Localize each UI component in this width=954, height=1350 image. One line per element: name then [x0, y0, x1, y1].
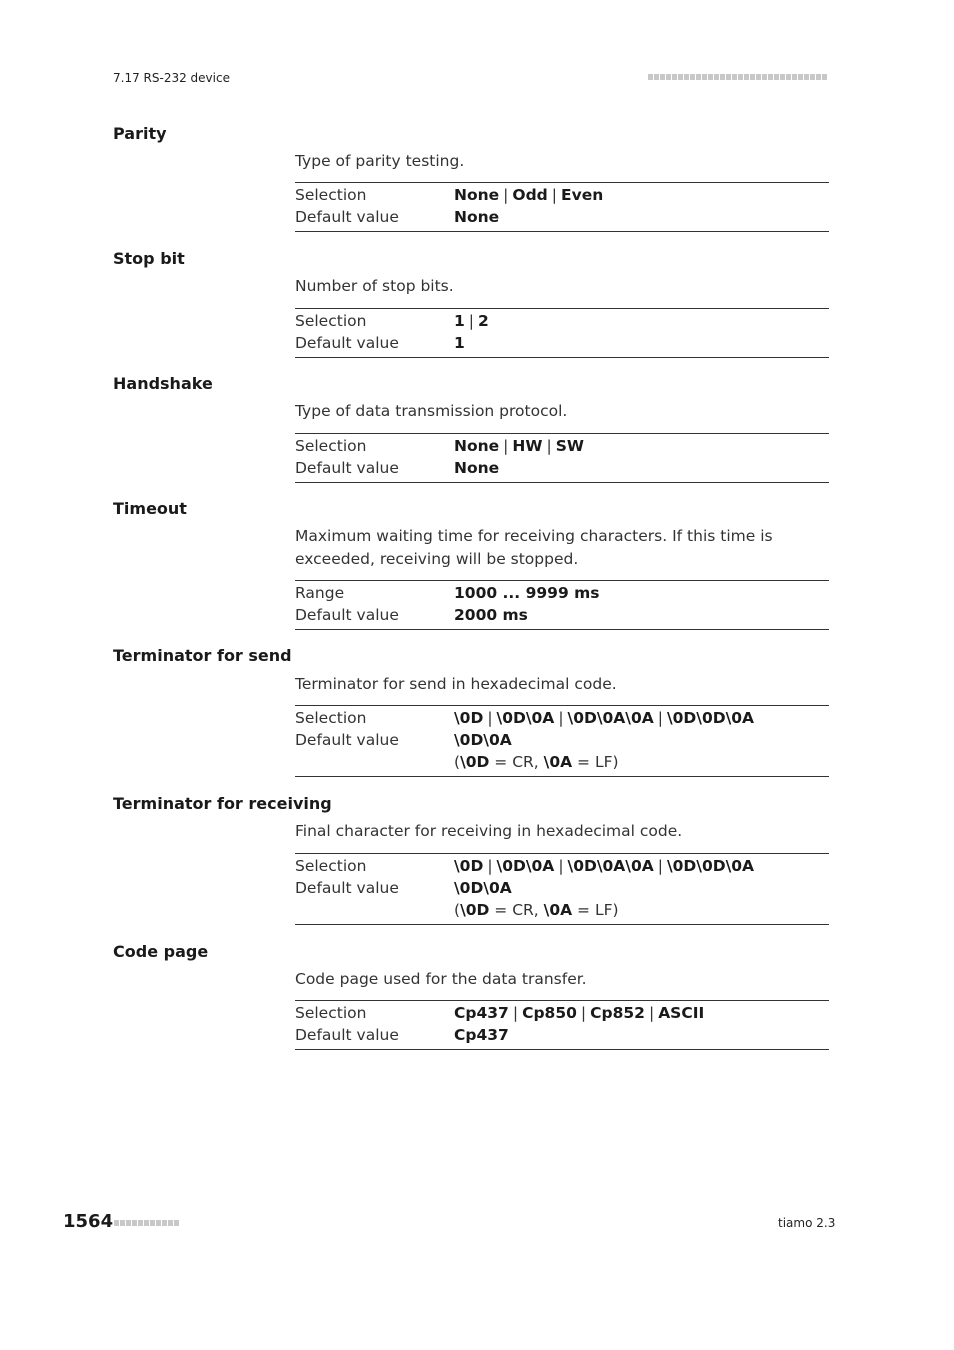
parameter-value — [454, 310, 489, 332]
parameter-value — [454, 435, 584, 457]
section-title: Terminator for send — [113, 646, 292, 665]
decor-square — [714, 74, 719, 80]
option-separator: | — [580, 1004, 587, 1022]
decor-square — [132, 1220, 137, 1226]
parameter-value — [454, 184, 603, 206]
parameter-row — [295, 457, 829, 479]
option-value: \0D\0A — [496, 709, 555, 727]
section-description: Number of stop bits. — [295, 277, 454, 295]
decor-square — [684, 74, 689, 80]
section-description: Type of parity testing. — [295, 152, 465, 170]
parameter-label: Default value — [295, 459, 399, 477]
parameter-table — [295, 308, 829, 358]
decor-square — [120, 1220, 125, 1226]
option-value: Cp437 — [454, 1026, 509, 1044]
parameter-value — [454, 855, 754, 877]
section-description: Terminator for send in hexadecimal code. — [295, 675, 617, 693]
legend-part: \0A — [543, 753, 573, 771]
terminator-legend — [454, 751, 619, 773]
parameter-label: Default value — [295, 334, 399, 352]
option-value: Odd — [512, 186, 548, 204]
parameter-value — [454, 1002, 704, 1024]
parameter-table — [295, 580, 829, 630]
parameter-label: Selection — [295, 312, 367, 330]
section-title: Timeout — [113, 499, 187, 518]
empty-label — [295, 751, 454, 773]
option-value: None — [454, 437, 500, 455]
legend-part: ( — [454, 753, 461, 771]
option-separator: | — [558, 709, 564, 727]
decor-square — [768, 74, 773, 80]
section-title: Stop bit — [113, 249, 185, 268]
parameter-row — [295, 332, 829, 354]
parameter-label: Range — [295, 584, 345, 602]
decor-square — [804, 74, 809, 80]
option-value: None — [454, 208, 500, 226]
parameter-table — [295, 1000, 829, 1050]
option-value: Cp852 — [590, 1004, 645, 1022]
empty-label — [295, 899, 454, 921]
parameter-row — [295, 604, 829, 626]
option-separator: | — [487, 709, 493, 727]
option-value: Cp850 — [522, 1004, 577, 1022]
legend-part: = CR, — [489, 753, 544, 771]
decor-square — [822, 74, 827, 80]
option-separator: | — [487, 857, 493, 875]
option-value: 1 — [454, 312, 465, 330]
decor-square — [690, 74, 695, 80]
parameter-label: Default value — [295, 606, 399, 624]
option-separator: | — [512, 1004, 519, 1022]
parameter-table — [295, 705, 829, 777]
decor-square — [702, 74, 707, 80]
decor-square — [174, 1220, 179, 1226]
parameter-label: Selection — [295, 437, 367, 455]
parameter-note-row — [295, 899, 829, 921]
legend-part: \0D — [460, 901, 490, 919]
section-title: Code page — [113, 942, 209, 961]
parameter-label: Default value — [295, 1026, 399, 1044]
option-value: None — [454, 459, 500, 477]
page-number: 1564 — [63, 1211, 114, 1232]
option-separator: | — [558, 857, 564, 875]
parameter-label: Selection — [295, 709, 367, 727]
option-value: ASCII — [658, 1004, 705, 1022]
legend-part: \0D — [460, 753, 490, 771]
terminator-legend — [454, 899, 619, 921]
decor-square — [744, 74, 749, 80]
decor-square — [786, 74, 791, 80]
option-value: \0D\0A\0A — [567, 709, 654, 727]
decor-square — [660, 74, 665, 80]
parameter-label: Selection — [295, 186, 367, 204]
decor-square — [750, 74, 755, 80]
option-separator: | — [503, 437, 509, 455]
parameter-label: Default value — [295, 731, 399, 749]
decor-square — [672, 74, 677, 80]
section-description: Maximum waiting time for receiving characters. If this time is exceeded, receiving will be stopped. — [295, 527, 773, 568]
parameter-row — [295, 310, 829, 332]
decor-square — [678, 74, 683, 80]
option-value: \0D\0A\0A — [567, 857, 654, 875]
legend-part: \0A — [543, 901, 573, 919]
decor-square — [156, 1220, 161, 1226]
option-value: 1000 ... 9999 ms — [454, 584, 600, 602]
decor-square — [810, 74, 815, 80]
decor-square — [162, 1220, 167, 1226]
decor-square — [144, 1220, 149, 1226]
parameter-label: Default value — [295, 208, 399, 226]
parameter-label: Selection — [295, 1004, 367, 1022]
parameter-row — [295, 707, 829, 729]
running-header: 7.17 RS-232 device — [113, 71, 230, 85]
decor-square — [762, 74, 767, 80]
parameter-label: Selection — [295, 857, 367, 875]
decor-square — [780, 74, 785, 80]
parameter-note-row — [295, 751, 829, 773]
parameter-row — [295, 729, 829, 751]
parameter-table — [295, 853, 829, 925]
option-value: \0D\0A — [454, 879, 512, 897]
option-value: \0D\0A — [496, 857, 555, 875]
decor-square — [756, 74, 761, 80]
option-separator: | — [657, 857, 663, 875]
decor-square — [798, 74, 803, 80]
decor-square — [708, 74, 713, 80]
decor-square — [726, 74, 731, 80]
section-title: Terminator for receiving — [113, 794, 332, 813]
legend-part: ( — [454, 901, 461, 919]
product-name: tiamo 2.3 — [778, 1216, 836, 1230]
option-value: None — [454, 186, 500, 204]
decor-square — [738, 74, 743, 80]
parameter-value — [454, 604, 528, 626]
option-value: 2000 ms — [454, 606, 528, 624]
option-value: \0D — [454, 709, 484, 727]
parameter-row — [295, 435, 829, 457]
option-separator: | — [657, 709, 663, 727]
section-description: Code page used for the data transfer. — [295, 970, 587, 988]
decor-square — [696, 74, 701, 80]
section-description: Final character for receiving in hexadecimal code. — [295, 822, 683, 840]
option-value: Cp437 — [454, 1004, 509, 1022]
section-description: Type of data transmission protocol. — [295, 402, 568, 420]
option-value: HW — [512, 437, 543, 455]
parameter-row — [295, 1024, 829, 1046]
header-decoration — [648, 74, 828, 93]
footer-decoration — [114, 1220, 180, 1239]
option-value: 1 — [454, 334, 465, 352]
option-value: SW — [555, 437, 584, 455]
decor-square — [150, 1220, 155, 1226]
section-title: Handshake — [113, 374, 213, 393]
parameter-row — [295, 206, 829, 228]
parameter-value — [454, 206, 499, 228]
parameter-value — [454, 707, 754, 729]
parameter-value — [454, 332, 465, 354]
parameter-table — [295, 182, 829, 232]
parameter-row — [295, 855, 829, 877]
option-value: Even — [561, 186, 604, 204]
option-value: \0D — [454, 857, 484, 875]
parameter-value — [454, 457, 499, 479]
parameter-label: Default value — [295, 879, 399, 897]
decor-square — [732, 74, 737, 80]
option-separator: | — [551, 186, 558, 204]
decor-square — [792, 74, 797, 80]
legend-part: = LF) — [572, 753, 619, 771]
legend-part: = CR, — [489, 901, 544, 919]
parameter-value — [454, 582, 600, 604]
parameter-value — [454, 877, 512, 899]
section-title: Parity — [113, 124, 167, 143]
parameter-row — [295, 184, 829, 206]
decor-square — [126, 1220, 131, 1226]
option-value: 2 — [478, 312, 489, 330]
decor-square — [168, 1220, 173, 1226]
decor-square — [648, 74, 653, 80]
decor-square — [666, 74, 671, 80]
legend-part: = LF) — [572, 901, 619, 919]
decor-square — [774, 74, 779, 80]
decor-square — [654, 74, 659, 80]
parameter-row — [295, 582, 829, 604]
parameter-row — [295, 877, 829, 899]
option-value: \0D\0D\0A — [666, 709, 755, 727]
decor-square — [720, 74, 725, 80]
decor-square — [114, 1220, 119, 1226]
option-separator: | — [503, 186, 509, 204]
decor-square — [138, 1220, 143, 1226]
parameter-value — [454, 729, 512, 751]
parameter-table — [295, 433, 829, 483]
parameter-row — [295, 1002, 829, 1024]
option-value: \0D\0D\0A — [666, 857, 755, 875]
option-separator: | — [648, 1004, 655, 1022]
option-separator: | — [468, 312, 475, 330]
parameter-value — [454, 1024, 509, 1046]
decor-square — [816, 74, 821, 80]
option-separator: | — [546, 437, 552, 455]
option-value: \0D\0A — [454, 731, 512, 749]
